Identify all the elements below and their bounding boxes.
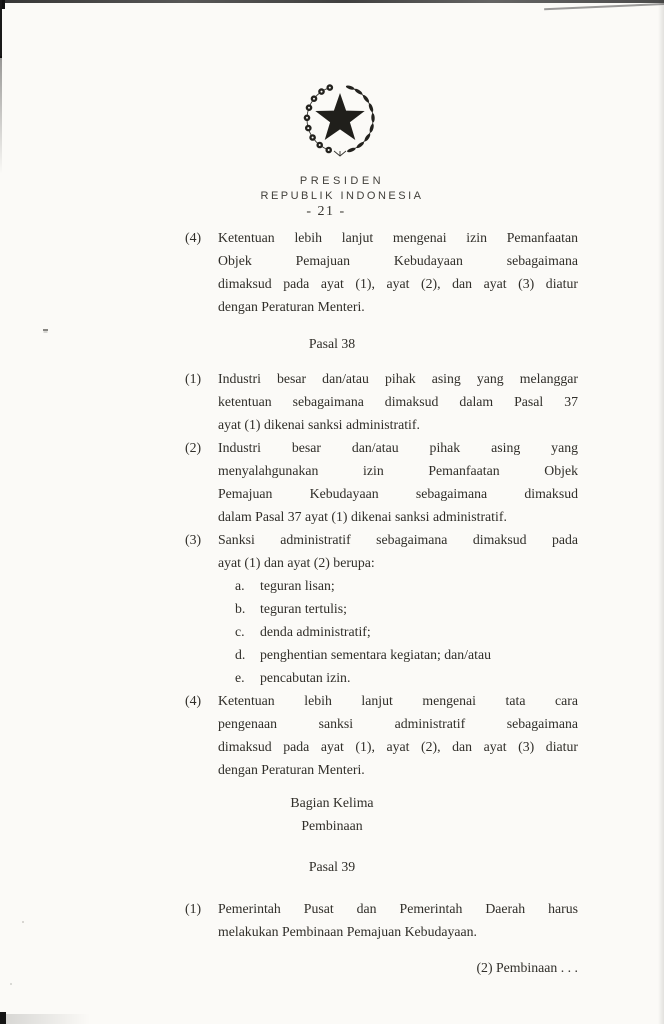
page-number: - 21 - <box>306 204 346 219</box>
sanction-marker: d. <box>235 647 246 662</box>
clause-item <box>185 528 578 689</box>
heading-bagian-kelima <box>0 791 664 837</box>
clause-line: Objek Pemajuan Kebudayaan sebagaimana <box>218 253 578 268</box>
scan-artifact-left-edge <box>0 0 2 58</box>
clause-number: (4) <box>185 693 202 708</box>
clause-line: ayat (1) dan ayat (2) berupa: <box>218 555 375 570</box>
clause-line: menyalahgunakan izin Pemanfaatan Objek <box>218 463 578 478</box>
heading-pasal-38: Pasal 38 <box>308 336 356 351</box>
sanction-text: denda administratif; <box>260 624 371 639</box>
sanction-marker: a. <box>235 578 245 593</box>
scan-artifact-top-edge <box>0 0 664 3</box>
letterhead <box>20 175 664 203</box>
sanction-text: penghentian sementara kegiatan; dan/atau <box>260 647 491 662</box>
clause-item <box>185 226 578 318</box>
clause-line: pengenaan sanksi administratif sebagaimana <box>218 716 578 731</box>
clause-line: dengan Peraturan Menteri. <box>218 299 365 314</box>
heading-pasal-39: Pasal 39 <box>308 859 356 874</box>
clause-line: Ketentuan lebih lanjut mengenai tata cara <box>218 693 578 708</box>
scan-artifact-left-edge-fade <box>0 56 2 174</box>
sanction-item <box>235 643 578 666</box>
sanction-text: teguran tertulis; <box>260 601 347 616</box>
sanction-item <box>235 574 578 597</box>
clause-line: Pemajuan Kebudayaan sebagaimana dimaksud <box>218 486 578 501</box>
clause-number: (3) <box>185 532 202 547</box>
page-catchword: (2) Pembinaan . . . <box>476 960 578 975</box>
clause-number: (4) <box>185 230 202 245</box>
clause-line: dalam Pasal 37 ayat (1) dikenai sanksi administratif. <box>218 509 507 524</box>
clause-line: ayat (1) dikenai sanksi administratif. <box>218 417 420 432</box>
scan-speck <box>43 329 48 331</box>
heading-bagian-line2: Pembinaan <box>301 818 363 833</box>
clause-line: dimaksud pada ayat (1), ayat (2), dan ayat (3) diatur <box>218 739 578 754</box>
sanction-item <box>235 597 578 620</box>
sanction-marker: b. <box>235 601 246 616</box>
sanction-item <box>235 620 578 643</box>
clause-item <box>185 367 578 436</box>
sanction-item <box>235 666 578 689</box>
scan-speck <box>22 921 24 923</box>
clause-line: Ketentuan lebih lanjut mengenai izin Pemanfaatan <box>218 230 578 245</box>
clause-number: (2) <box>185 440 202 455</box>
letterhead-presiden: PRESIDEN <box>299 175 385 187</box>
clause-line: dimaksud pada ayat (1), ayat (2), dan ayat (3) diatur <box>218 276 578 291</box>
clause-line: Industri besar dan/atau pihak asing yang <box>218 440 578 455</box>
clause-line: melakukan Pembinaan Pemajuan Kebudayaan. <box>218 924 477 939</box>
clause-line: Sanksi administratif sebagaimana dimaksud pada <box>218 532 578 547</box>
heading-bagian-line1: Bagian Kelima <box>290 795 374 810</box>
clause-line: Pemerintah Pusat dan Pemerintah Daerah harus <box>218 901 578 916</box>
document-body <box>185 226 578 979</box>
clause-item <box>185 689 578 781</box>
clause-line: dengan Peraturan Menteri. <box>218 762 365 777</box>
clause-number: (1) <box>185 371 202 386</box>
sanction-text: pencabutan izin. <box>260 670 351 685</box>
clause-number: (1) <box>185 901 202 916</box>
clause-line: Industri besar dan/atau pihak asing yang melanggar <box>218 371 578 386</box>
clause-line: ketentuan sebagaimana dimaksud dalam Pasal 37 <box>218 394 578 409</box>
clause-item <box>185 436 578 528</box>
scan-artifact-top-right-line <box>544 3 664 10</box>
scan-artifact-bottom-smudge <box>6 1014 90 1024</box>
sanction-marker: e. <box>235 670 245 685</box>
presidential-seal-icon <box>294 83 386 161</box>
scan-speck <box>10 983 12 985</box>
letterhead-republik-indonesia: REPUBLIK INDONESIA <box>260 190 424 202</box>
clause-item <box>185 897 578 943</box>
sanction-text: teguran lisan; <box>260 578 335 593</box>
sanction-marker: c. <box>235 624 245 639</box>
